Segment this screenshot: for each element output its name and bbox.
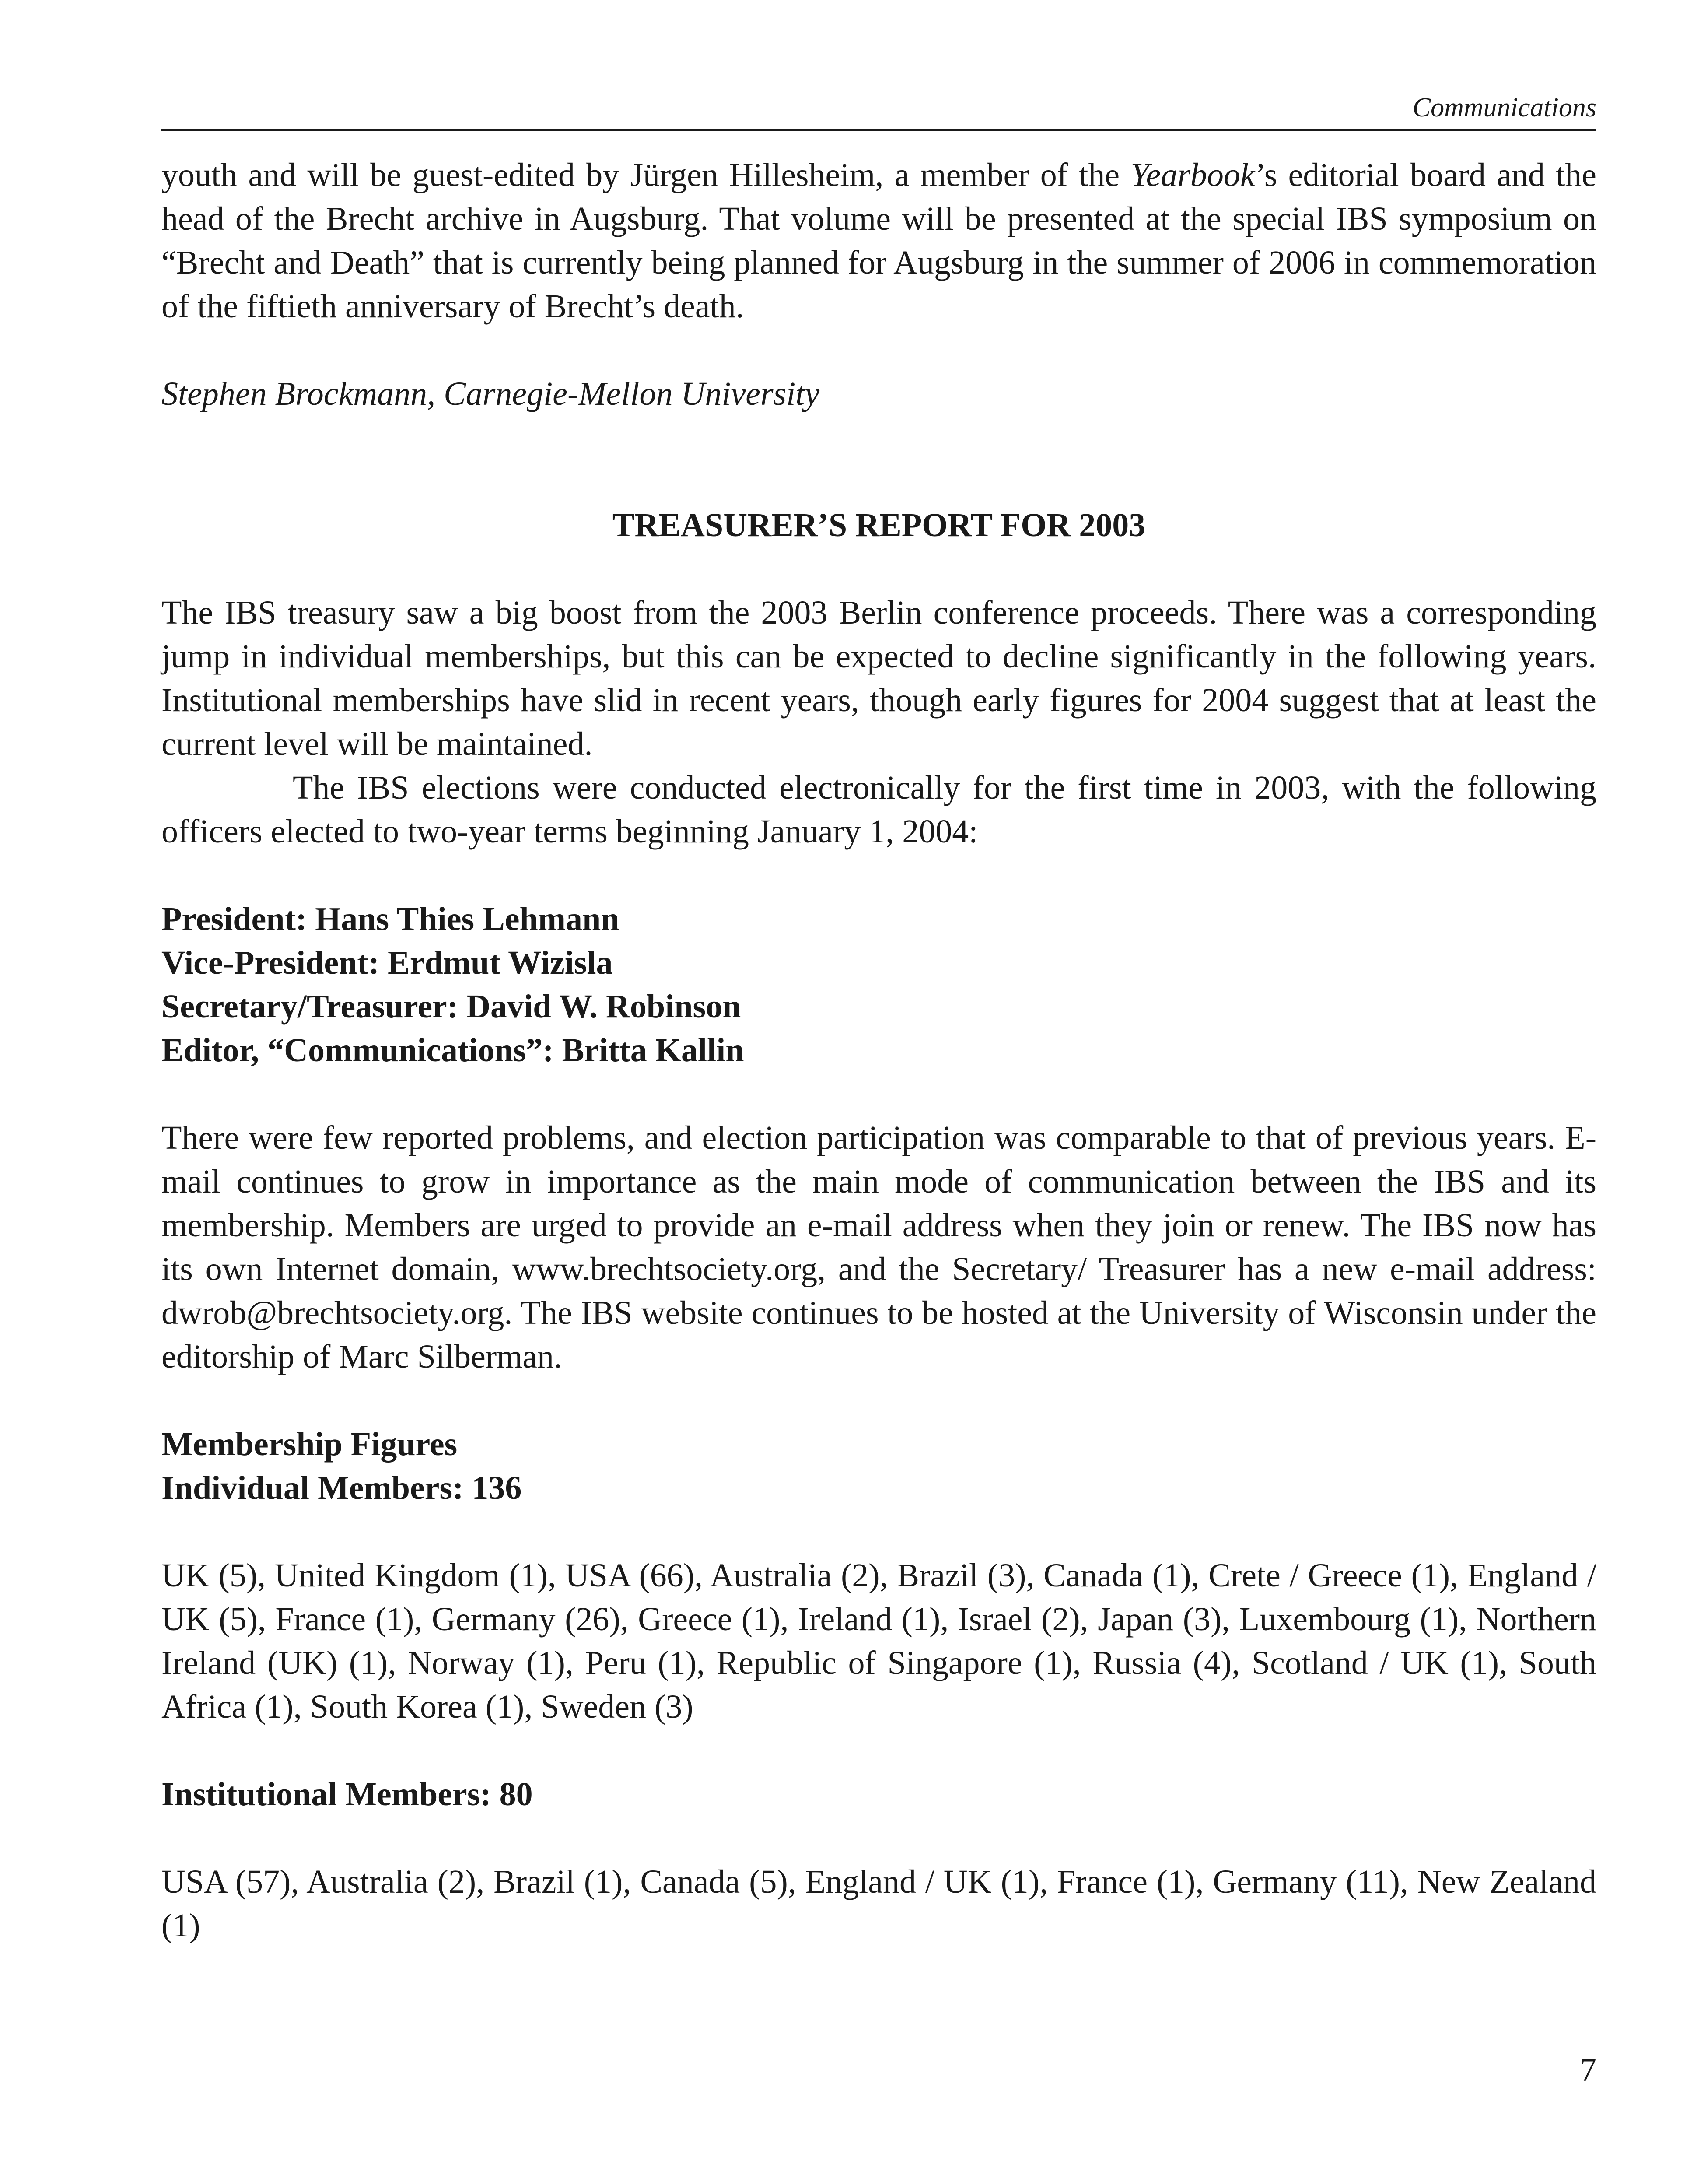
spacer bbox=[161, 416, 1596, 503]
spacer bbox=[161, 1379, 1596, 1422]
page-body bbox=[161, 153, 1596, 1947]
officer-vice-president: Vice-President: Erdmut Wizisla bbox=[161, 944, 613, 981]
spacer bbox=[161, 328, 1596, 372]
section-title: TREASURER’S REPORT FOR 2003 bbox=[612, 507, 1146, 544]
membership-heading: Membership Figures bbox=[161, 1426, 458, 1463]
institutional-members-heading: Institutional Members: 80 bbox=[161, 1776, 533, 1813]
spacer bbox=[161, 1510, 1596, 1554]
individual-members-list: UK (5), United Kingdom (1), USA (66), Australia (2), Brazil (3), Canada (1), Crete / Greece (1), England / UK (5), France (1), Germany (26), Greece (1), Ireland (1), Israel (2), Japan (3), Luxembourg (1), Northern Ireland (UK) (1), Norway (1), Peru (1), Republic of Singapore (1), Russia (4), Scotland / UK (1), South Africa (1), South Korea (1), Sweden (3) bbox=[161, 1557, 1596, 1725]
author-byline: Stephen Brockmann, Carnegie-Mellon University bbox=[161, 375, 820, 412]
individual-members-heading: Individual Members: 136 bbox=[161, 1470, 522, 1506]
report-paragraph-1: The IBS treasury saw a big boost from the 2003 Berlin conference proceeds. There was a corresponding jump in individual memberships, but this can be expected to decline significantly in the following years. Institutional memberships have slid in recent years, though early figures for 2004 suggest that at least the current level will be maintained. bbox=[161, 594, 1596, 762]
officer-editor: Editor, “Communications”: Britta Kallin bbox=[161, 1032, 744, 1069]
spacer bbox=[161, 547, 1596, 591]
spacer bbox=[161, 1816, 1596, 1860]
institutional-members-list: USA (57), Australia (2), Brazil (1), Canada (5), England / UK (1), France (1), Germany (11), New Zealand (1) bbox=[161, 1863, 1596, 1944]
spacer bbox=[161, 1072, 1596, 1116]
officer-secretary-treasurer: Secretary/Treasurer: David W. Robinson bbox=[161, 988, 741, 1025]
running-header: Communications bbox=[1412, 93, 1596, 123]
officers-list bbox=[161, 897, 1596, 1072]
continued-text-before: youth and will be guest-edited by Jürgen Hillesheim, a member of the bbox=[161, 157, 1131, 193]
report-paragraph-2: The IBS elections were conducted electronically for the first time in 2003, with the following officers elected to two-year terms beginning January 1, 2004: bbox=[161, 769, 1596, 850]
page-number: 7 bbox=[1580, 2052, 1596, 2088]
report-paragraph-3: There were few reported problems, and election participation was comparable to that of previous years. E-mail continues to grow in importance as the main mode of communication between the IBS and its membership. Members are urged to provide an e-mail address when they join or renew. The IBS now has its own Internet domain, www.brechtsociety.org, and the Secretary/ Treasurer has a new e-mail address: dwrob@brechtsociety.org. The IBS website continues to be hosted at the University of Wisconsin under the editorship of Marc Silberman. bbox=[161, 1119, 1596, 1375]
officer-president: President: Hans Thies Lehmann bbox=[161, 901, 620, 937]
yearbook-title: Yearbook bbox=[1130, 157, 1255, 193]
spacer bbox=[161, 853, 1596, 897]
spacer bbox=[161, 1729, 1596, 1772]
header-rule bbox=[161, 129, 1596, 131]
continued-paragraph bbox=[161, 153, 1596, 328]
continued-text-after: ’s editorial board and the head of the Brecht archive in Augsburg. That volume will be presented at the special IBS symposium on “Brecht and Death” that is currently being planned for Augsburg in the summer of 2006 in commemoration of the fiftieth anniversary of Brecht’s death. bbox=[161, 157, 1596, 325]
